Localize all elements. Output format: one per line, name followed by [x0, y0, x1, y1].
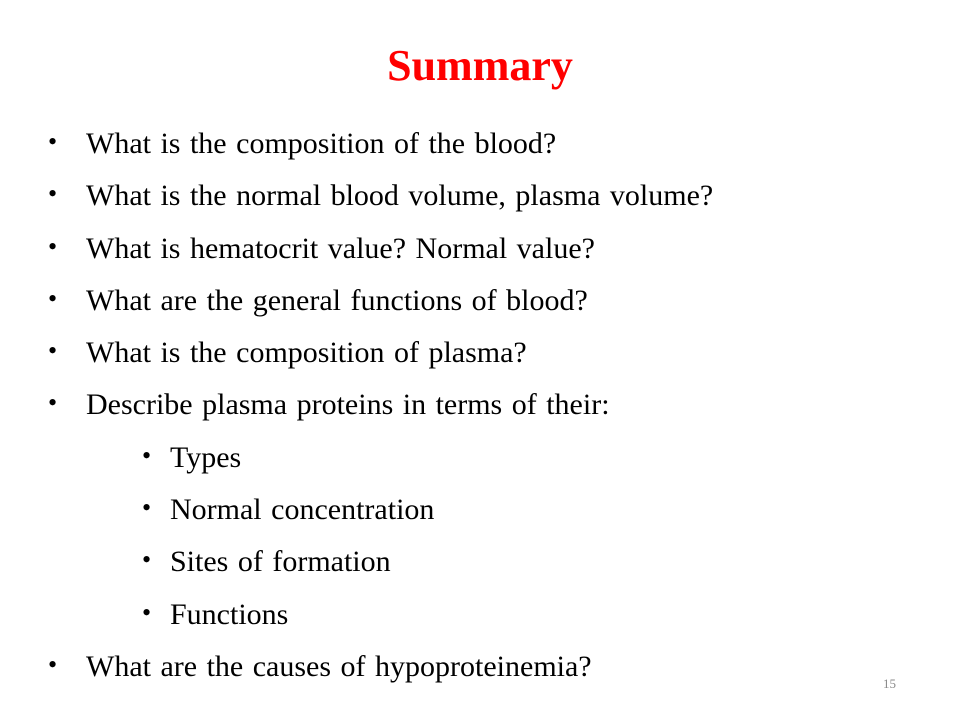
bullet-text: What is hematocrit value? Normal value? — [86, 231, 595, 265]
page-number: 15 — [883, 676, 896, 691]
bullet-dot-icon: • — [48, 127, 58, 156]
bullet-dot-icon: • — [142, 493, 152, 523]
bullet-dot-icon: • — [48, 179, 58, 209]
bullet-dot-icon: • — [48, 231, 58, 261]
slide-title: Summary — [387, 41, 573, 90]
sub-bullet-text: Normal concentration — [170, 493, 435, 527]
bullet-dot-icon: • — [142, 597, 152, 627]
sub-bullet-text: Sites of formation — [170, 545, 391, 579]
bullet-dot-icon: • — [48, 649, 58, 679]
bullet-dot-icon: • — [48, 283, 58, 313]
bullet-dot-icon: • — [48, 336, 58, 366]
bullet-text: What is the composition of plasma? — [86, 336, 527, 370]
bullet-dot-icon: • — [142, 440, 152, 470]
bullet-text: Describe plasma proteins in terms of their: — [86, 388, 610, 422]
sub-bullet-text: Functions — [170, 597, 289, 631]
bullet-text: What are the causes of hypoproteinemia? — [86, 649, 592, 683]
bullet-text: What is the normal blood volume, plasma volume? — [86, 179, 714, 213]
bullet-text: What is the composition of the blood? — [86, 127, 557, 160]
bullet-dot-icon: • — [142, 545, 152, 575]
sub-bullet-text: Types — [170, 440, 242, 474]
bullet-text: What are the general functions of blood? — [86, 283, 588, 317]
bullet-dot-icon: • — [48, 388, 58, 418]
